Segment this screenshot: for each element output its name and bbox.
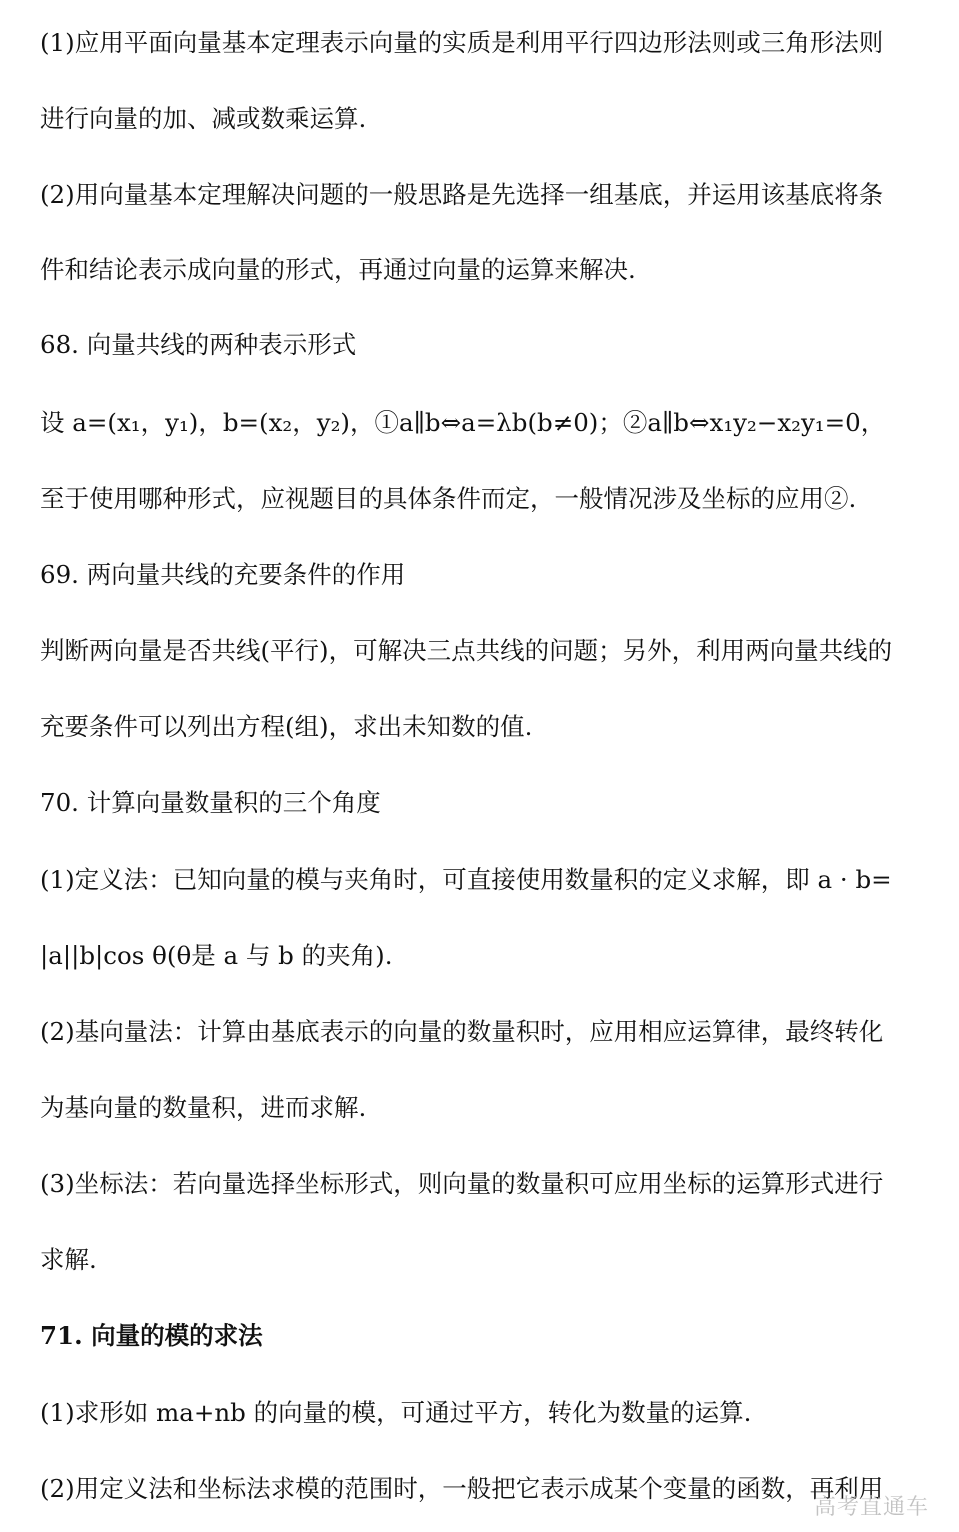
text-line: (2)用向量基本定理解决问题的一般思路是先选择一组基底，并运用该基底将条 [40, 180, 884, 209]
text-line: (1)定义法：已知向量的模与夹角时，可直接使用数量积的定义求解，即 a · b= [40, 865, 892, 894]
formula-line: 设 a=(x₁，y₁)，b=(x₂，y₂)，①a∥b⇔a=λb(b≠0)；②a∥b⇔x₁y₂−x₂y₁=0， [40, 408, 886, 437]
text-line: 为基向量的数量积，进而求解. [40, 1093, 367, 1122]
text-line: (2)用定义法和坐标法求模的范围时，一般把它表示成某个变量的函数，再利用 [40, 1474, 884, 1503]
formula-line: |a||b|cos θ(θ是 a 与 b 的夹角). [40, 941, 393, 970]
text-line: 充要条件可以列出方程(组)，求出未知数的值. [40, 712, 533, 741]
text-line: (1)求形如 ma+nb 的向量的模，可通过平方，转化为数量的运算. [40, 1398, 752, 1427]
section-heading-70: 70. 计算向量数量积的三个角度 [40, 788, 381, 817]
text-line: 进行向量的加、减或数乘运算. [40, 104, 367, 133]
text-line: (2)基向量法：计算由基底表示的向量的数量积时，应用相应运算律，最终转化 [40, 1017, 884, 1046]
text-line: (3)坐标法：若向量选择坐标形式，则向量的数量积可应用坐标的运算形式进行 [40, 1169, 884, 1198]
text-line: 件和结论表示成向量的形式，再通过向量的运算来解决. [40, 255, 636, 284]
text-line: 求解. [40, 1245, 97, 1274]
text-line: 判断两向量是否共线(平行)，可解决三点共线的问题；另外，利用两向量共线的 [40, 636, 893, 665]
section-heading-69: 69. 两向量共线的充要条件的作用 [40, 560, 406, 589]
watermark: 高考直通车 [813, 1495, 929, 1520]
section-heading-68: 68. 向量共线的两种表示形式 [40, 330, 357, 359]
section-heading-71: 71. 向量的模的求法 [40, 1321, 263, 1350]
text-line: 至于使用哪种形式，应视题目的具体条件而定，一般情况涉及坐标的应用②. [40, 484, 857, 513]
text-line: (1)应用平面向量基本定理表示向量的实质是利用平行四边形法则或三角形法则 [40, 28, 884, 57]
